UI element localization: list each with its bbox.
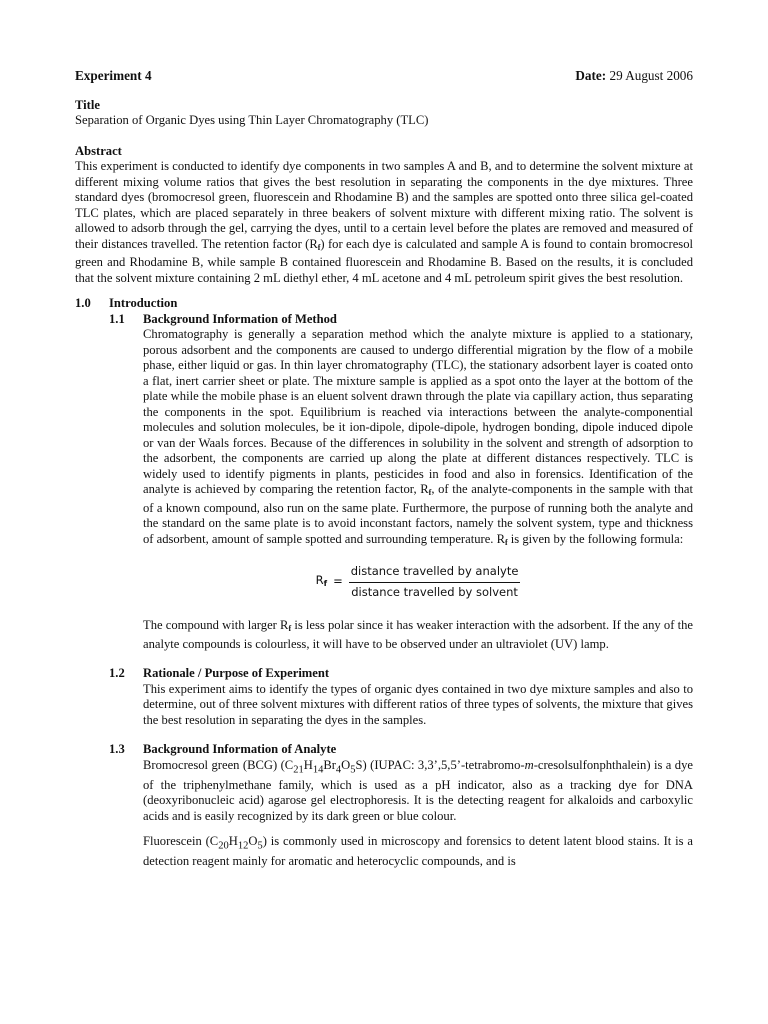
para-text: is given by the following formula: (507, 531, 684, 546)
para-text: O (341, 757, 351, 772)
date-value: 29 August 2006 (609, 68, 693, 83)
formula-sub: 4 (335, 764, 342, 776)
section-title: Background Information of Method (143, 311, 337, 326)
para-text: O (248, 834, 258, 849)
section-number: 1.2 (109, 666, 125, 680)
section-title: Rationale / Purpose of Experiment (143, 666, 330, 680)
rf-sub: f (288, 624, 292, 633)
formula-r: R (315, 572, 324, 587)
formula-numerator: distance travelled by analyte (349, 564, 521, 583)
formula-sub: 21 (293, 764, 304, 776)
header-row (75, 68, 693, 84)
rf-sub: f (504, 537, 508, 547)
formula-denominator: distance travelled by solvent (351, 584, 518, 599)
formula-sub: 5 (257, 840, 263, 852)
section-1-1-paragraph (143, 327, 693, 550)
section-1-1-paragraph-2 (143, 618, 693, 652)
section-number: 1.1 (109, 311, 125, 326)
title-heading: Title (75, 97, 100, 112)
para-text: H (228, 834, 238, 849)
para-text: , of the analyte-components in the sample with that of a known compound, also run on the same plate. Furthermore, the purpose of running both the analyte and the standard on the same plate is to avoid inconstant factors, namely the solvent system, type and thickness of adsorbent, amount of sample spotted and surrounding temperature. R (143, 482, 693, 546)
formula-lhs (316, 573, 327, 592)
para-text: Br (323, 757, 336, 772)
document-page (75, 68, 693, 870)
section-1-3-paragraph-1 (143, 758, 693, 825)
para-text: ) is commonly used in microscopy and forensics to detent latent blood stains. It is a detection reagent mainly for aromatic and heterocyclic compounds, and is (143, 834, 694, 869)
section-number: 1.3 (109, 742, 125, 756)
section-1-3-paragraph-2 (143, 834, 693, 870)
para-text: -cresolsulfonphthalein) is a dye of the triphenylmethane family, which is used as a pH indicator, also as a tracking dye for DNA (deoxyribonucleic acid) agarose gel electrophoresis. It is the detecting reagent for alkaloids and carboxylic acids and is easily recognized by its dark green or blue colour. (143, 757, 693, 823)
para-text: Fluorescein (C (143, 834, 219, 849)
section-1-2-paragraph: This experiment aims to identify the types of organic dyes contained in two dye mixture samples and also to determine, out of three solvent mixtures with different ratios of three types of solvents, the mixture that gives the best resolution in separating the dyes in the samples. (143, 681, 693, 727)
title-text: Separation of Organic Dyes using Thin Layer Chromatography (TLC) (75, 113, 429, 127)
para-text: Chromatography is generally a separation method which the analyte mixture is applied to a stationary, porous adsorbent and the components are caused to undergo differential migration by the flow of a mobile phase, either liquid or gas. In thin layer chromatography (TLC), the stationary adsorbent layer is coated onto a flat, inert carrier sheet or plate. The mixture sample is applied as a spot onto the layer at the bottom of the plate while the mobile phase is an eluent solvent drawn through the plate via capillary action, thus separating the components in the spot. Equilibrium is reached via interactions between the analyte-componential molecules and solution molecules, be it ion-dipole, dipole-dipole, hydrogen bonding, dipole induced dipole or van der Waals forces. Because of the differences in solubility in the solvent and strength of adsorption to the adsorbent, the components are carried up along the plate at different distances respectively. TLC is widely used to identify pigments in plants, pesticides in food and also in forensics. Identification of the analyte is achieved by comparing the retention factor, R (143, 327, 693, 496)
formula-fraction (349, 564, 521, 600)
para-text: is less polar since it has weaker interaction with the adsorbent. If the any of the analyte compounds is colourless, it will have to be observed under an ultraviolet (UV) lamp. (143, 618, 693, 651)
rf-formula (143, 564, 693, 600)
experiment-label: Experiment 4 (75, 68, 152, 83)
para-text: S) (IUPAC: 3,3’,5,5’-tetrabromo- (355, 757, 525, 772)
abstract-text (75, 159, 693, 286)
abstract-heading: Abstract (75, 143, 122, 158)
section-number: 1.0 (75, 296, 91, 310)
abstract-text-part1: This experiment is conducted to identify dye components in two samples A and B, and to determine the solvent mixture at different mixing volume ratios that gives the best resolution in separating the components in the dye mixtures. Three standard dyes (bromocresol green, fluorescein and Rhodamine B) and the samples are spotted onto three silica gel-coated TLC plates, which are placed separately in three beakers of solvent mixture with different mixing ratio. The solvent is allowed to adsorb through the gel, carrying the dyes, until to a certain level before the plates are removed and measured of their distances travelled. The retention factor (R (75, 159, 693, 251)
section-1-1-heading (109, 312, 693, 328)
date (575, 68, 693, 84)
section-1-3-heading (109, 742, 693, 758)
abstract-text-part2: ) for each dye is calculated and sample A is found to contain bromocresol green and Rhodamine B, while sample B contained fluorescein and Rhodamine B. Based on the results, it is concluded that the solvent mixture containing 2 mL diethyl ether, 4 mL acetone and 4 mL petroleum spirit gives the best resolution. (75, 236, 693, 285)
section-1-2-heading (109, 666, 693, 682)
para-text: H (303, 757, 313, 772)
rf-sub: f (428, 488, 432, 497)
date-label: Date: (575, 68, 607, 83)
section-title: Introduction (109, 296, 178, 310)
meta-italic: m (524, 757, 534, 772)
paragraph-gap (75, 824, 693, 834)
formula-sub: 20 (218, 840, 229, 852)
formula-equals: = (333, 574, 343, 589)
formula-sub: 14 (312, 764, 324, 776)
formula-f-sub: f (323, 578, 328, 588)
para-text: The compound with larger R (143, 618, 289, 632)
para-text: Bromocresol green (BCG) (C (143, 757, 294, 772)
abstract-rf-sub: f (317, 242, 321, 252)
section-title: Background Information of Analyte (143, 742, 337, 756)
formula-sub: 5 (350, 764, 356, 776)
section-1-0-heading (75, 296, 693, 312)
formula-sub: 12 (237, 840, 249, 852)
